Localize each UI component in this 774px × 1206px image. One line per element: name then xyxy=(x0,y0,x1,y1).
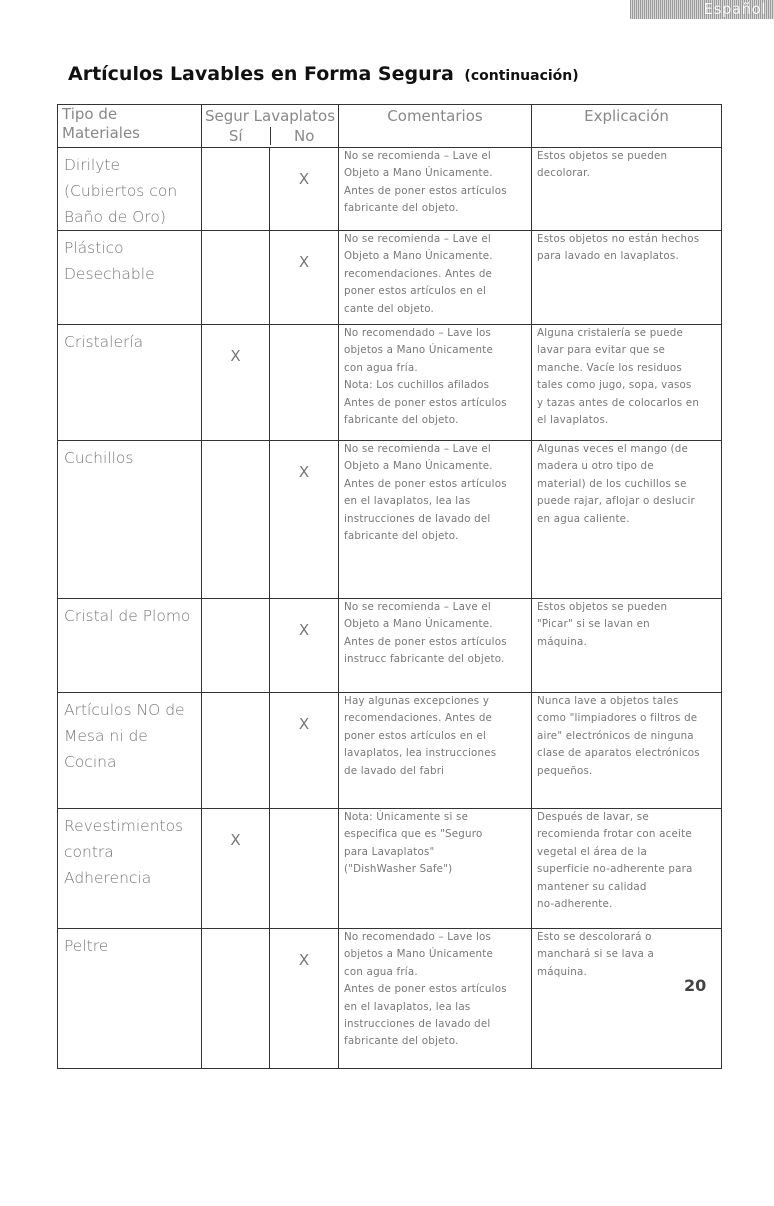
comment-line: Antes de poner estos artículos xyxy=(344,635,507,648)
yes-cell xyxy=(202,231,270,325)
explanation-line: "Picar" si se lavan en xyxy=(537,618,650,631)
explanation-line: madera u otro tipo de xyxy=(537,460,654,473)
material-line: Peltre xyxy=(64,937,109,955)
comment-line: objetos a Mano Únicamente xyxy=(344,948,494,961)
comments-cell xyxy=(339,809,532,929)
comments-cell xyxy=(339,148,532,231)
explanation-line: puede rajar, aflojar o deslucir xyxy=(537,495,695,508)
explanation-cell xyxy=(532,693,722,809)
no-cell: X xyxy=(270,441,339,599)
comment-line: fabricante del objeto. xyxy=(344,1035,459,1048)
yes-cell: X xyxy=(202,325,270,441)
explanation-line: no-adherente. xyxy=(537,898,613,911)
no-cell: X xyxy=(270,929,339,1069)
material-line: Dirilyte xyxy=(64,156,121,174)
table-row xyxy=(58,693,722,809)
comment-line: Nota: Únicamente si se xyxy=(344,811,469,823)
comment-line: Antes de poner estos artículos xyxy=(344,184,507,197)
explanation-cell xyxy=(532,929,722,1069)
header-explanation: Explicación xyxy=(532,105,722,148)
comment-line: especifica que es "Seguro xyxy=(344,828,483,841)
language-tab: Español xyxy=(630,0,774,19)
explanation-line: aire" electrónicos de ninguna xyxy=(537,729,694,742)
table-header-row xyxy=(58,105,722,148)
no-cell xyxy=(270,325,339,441)
explanation-line: manchará si se lava a xyxy=(537,948,655,961)
comments-cell xyxy=(339,231,532,325)
comment-line: en el lavaplatos, lea las xyxy=(344,495,471,508)
explanation-line: como "limpiadores o filtros de xyxy=(537,712,698,725)
comment-line: No se recomienda – Lave el xyxy=(344,443,491,455)
comment-line: para Lavaplatos" xyxy=(344,845,435,858)
yes-cell xyxy=(202,441,270,599)
explanation-line: Algunas veces el mango (de xyxy=(537,443,689,455)
explanation-line: Alguna cristalería se puede xyxy=(537,327,684,339)
title-main: Artículos Lavables en Forma Segura xyxy=(68,63,454,85)
explanation-line: Estos objetos se pueden xyxy=(537,150,668,162)
comment-line: No recomendado – Lave los xyxy=(344,327,492,339)
explanation-line: máquina. xyxy=(537,965,587,978)
table-row xyxy=(58,231,722,325)
material-cell xyxy=(58,693,202,809)
comments-cell xyxy=(339,441,532,599)
explanation-line: mantener su calidad xyxy=(537,880,647,893)
explanation-line: máquina. xyxy=(537,635,587,648)
header-dishwasher-safe xyxy=(202,105,339,148)
explanation-line: Estos objetos no están hechos xyxy=(537,233,700,245)
header-yes-no xyxy=(202,127,338,145)
explanation-line: Después de lavar, se xyxy=(537,811,649,823)
no-cell: X xyxy=(270,148,339,231)
explanation-line: clase de aparatos electrónicos xyxy=(537,747,700,760)
material-line: Cristalería xyxy=(64,333,144,351)
comment-line: fabricante del objeto. xyxy=(344,414,459,427)
comment-line: lavaplatos, lea instrucciones xyxy=(344,747,497,760)
yes-cell xyxy=(202,148,270,231)
explanation-line: y tazas antes de colocarlos en xyxy=(537,396,700,409)
material-line: Adherencia xyxy=(64,869,152,887)
explanation-line: manche. Vacíe los residuos xyxy=(537,361,682,374)
comment-line: poner estos artículos en el xyxy=(344,729,487,742)
explanation-line: Esto se descolorará o xyxy=(537,931,652,943)
header-material-line2: Materiales xyxy=(62,124,140,142)
material-cell xyxy=(58,599,202,693)
table-row xyxy=(58,148,722,231)
explanation-line: pequeños. xyxy=(537,764,593,777)
material-line: Plástico xyxy=(64,239,124,257)
yes-cell xyxy=(202,599,270,693)
comment-line: con agua fría. xyxy=(344,965,418,978)
comment-line: en el lavaplatos, lea las xyxy=(344,1000,471,1013)
explanation-line: tales como jugo, sopa, vasos xyxy=(537,379,692,392)
material-line: Artículos NO de xyxy=(64,701,185,719)
explanation-line: vegetal el área de la xyxy=(537,845,647,858)
explanation-line: Nunca lave a objetos tales xyxy=(537,695,679,707)
explanation-cell xyxy=(532,325,722,441)
comment-line: Objeto a Mano Únicamente. xyxy=(344,460,493,473)
material-line: Desechable xyxy=(64,265,155,283)
comments-cell xyxy=(339,929,532,1069)
comment-line: instrucciones de lavado del xyxy=(344,1018,491,1031)
no-cell: X xyxy=(270,599,339,693)
comment-line: objetos a Mano Únicamente xyxy=(344,344,494,357)
explanation-cell xyxy=(532,231,722,325)
comment-line: Nota: Los cuchillos afilados xyxy=(344,379,490,392)
material-cell xyxy=(58,325,202,441)
no-cell: X xyxy=(270,693,339,809)
comment-line: No se recomienda – Lave el xyxy=(344,233,491,245)
material-line: (Cubiertos con xyxy=(64,182,178,200)
comment-line: Objeto a Mano Únicamente. xyxy=(344,250,493,263)
comment-line: cante del objeto. xyxy=(344,302,435,315)
material-line: Cristal de Plomo xyxy=(64,607,191,625)
comment-line: recomendaciones. Antes de xyxy=(344,712,493,725)
comment-line: Objeto a Mano Únicamente. xyxy=(344,167,493,180)
comment-line: No se recomienda – Lave el xyxy=(344,601,491,613)
header-yes: Sí xyxy=(228,127,243,145)
material-line: Cocina xyxy=(64,753,117,771)
explanation-line: material) de los cuchillos se xyxy=(537,477,687,490)
title-suffix: (continuación) xyxy=(464,68,579,84)
explanation-cell xyxy=(532,809,722,929)
material-cell xyxy=(58,809,202,929)
header-safe-label: Segur Lavaplatos xyxy=(204,107,336,125)
explanation-line: el lavaplatos. xyxy=(537,414,609,427)
comment-line: Antes de poner estos artículos xyxy=(344,396,507,409)
comments-cell xyxy=(339,693,532,809)
material-line: Baño de Oro) xyxy=(64,208,166,226)
material-cell xyxy=(58,231,202,325)
comment-line: Antes de poner estos artículos xyxy=(344,477,507,490)
yes-cell: X xyxy=(202,809,270,929)
comment-line: No recomendado – Lave los xyxy=(344,931,492,943)
explanation-line: recomienda frotar con aceite xyxy=(537,828,692,841)
header-comments: Comentarios xyxy=(339,105,532,148)
header-material-line1: Tipo de xyxy=(62,105,118,123)
material-line: Cuchillos xyxy=(64,449,134,467)
material-cell xyxy=(58,929,202,1069)
table-row xyxy=(58,809,722,929)
material-cell xyxy=(58,441,202,599)
explanation-cell xyxy=(532,441,722,599)
explanation-line: en agua caliente. xyxy=(537,512,630,525)
comment-line: con agua fría. xyxy=(344,361,418,374)
page-title xyxy=(68,63,579,85)
comment-line: Objeto a Mano Únicamente. xyxy=(344,618,493,631)
comment-line: ("DishWasher Safe") xyxy=(344,863,453,876)
comment-line: Hay algunas excepciones y xyxy=(344,695,490,707)
comment-line: instrucciones de lavado del xyxy=(344,512,491,525)
header-no: No xyxy=(270,127,339,145)
comment-line: instrucc fabricante del objeto. xyxy=(344,653,505,666)
yes-cell xyxy=(202,693,270,809)
comment-line: fabricante del objeto. xyxy=(344,202,459,215)
header-material xyxy=(58,105,202,148)
comment-line: de lavado del fabri xyxy=(344,764,445,777)
material-cell xyxy=(58,148,202,231)
explanation-line: decolorar. xyxy=(537,167,591,180)
table-row xyxy=(58,441,722,599)
table-row xyxy=(58,599,722,693)
explanation-line: lavar para evitar que se xyxy=(537,344,666,357)
explanation-line: Estos objetos se pueden xyxy=(537,601,668,613)
comment-line: recomendaciones. Antes de xyxy=(344,267,493,280)
explanation-line: superficie no-adherente para xyxy=(537,863,693,876)
explanation-line: para lavado en lavaplatos. xyxy=(537,250,679,263)
no-cell: X xyxy=(270,231,339,325)
comment-line: No se recomienda – Lave el xyxy=(344,150,491,162)
material-line: contra xyxy=(64,843,114,861)
explanation-cell xyxy=(532,148,722,231)
safe-items-table xyxy=(57,104,722,1069)
comment-line: fabricante del objeto. xyxy=(344,530,459,543)
material-line: Revestimientos xyxy=(64,817,184,835)
yes-cell xyxy=(202,929,270,1069)
comment-line: Antes de poner estos artículos xyxy=(344,983,507,996)
no-cell xyxy=(270,809,339,929)
comments-cell xyxy=(339,325,532,441)
comments-cell xyxy=(339,599,532,693)
table-row xyxy=(58,929,722,1069)
explanation-cell xyxy=(532,599,722,693)
table-row xyxy=(58,325,722,441)
material-line: Mesa ni de xyxy=(64,727,148,745)
comment-line: poner estos artículos en el xyxy=(344,285,487,298)
page-number: 20 xyxy=(684,976,707,995)
